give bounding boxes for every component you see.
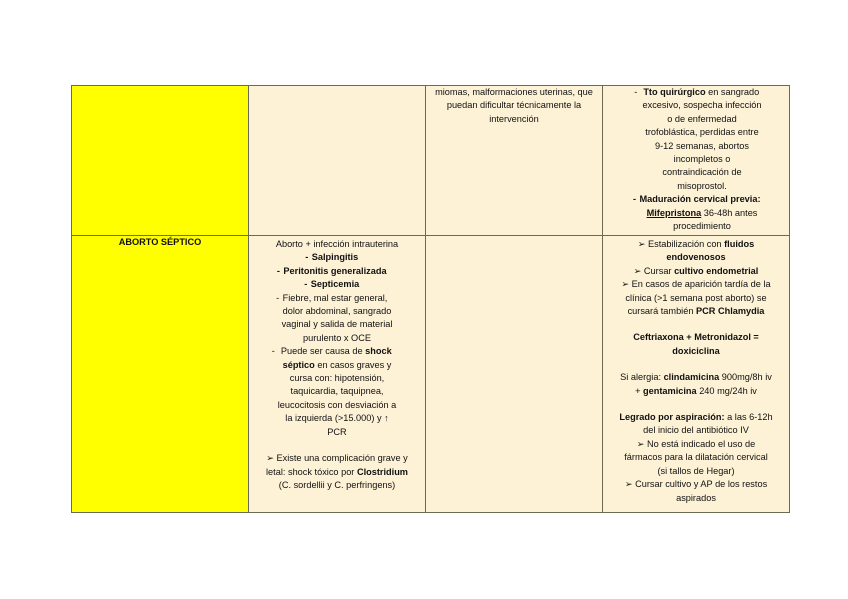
text-line: incompletos o (673, 154, 731, 165)
text: ➢ Cursar (633, 265, 672, 276)
text: ➢ Estabilización con (637, 239, 722, 249)
bold-text: séptico (282, 359, 315, 370)
text: en casos graves y (317, 359, 392, 370)
text-line: (si tallos de Hegar) (657, 465, 735, 476)
list-item: - Septicemia (253, 278, 421, 291)
text-line (607, 305, 785, 318)
text-line: taquicardia, taquipnea, (290, 386, 384, 397)
bold-text: clindamicina (663, 372, 720, 383)
text-line: cursa con: hipotensión, (289, 373, 385, 384)
text-line: dolor abdominal, sangrado (282, 306, 392, 317)
text-line: endovenosos (666, 252, 726, 263)
text-line: trofoblástica, perdidas entre (645, 127, 759, 138)
list-item: - Fiebre, mal estar general, (253, 292, 421, 305)
table-cell (249, 236, 426, 513)
list-item: - Peritonitis generalizada (253, 265, 421, 278)
text-line (607, 265, 785, 278)
text-line: vaginal y salida de material (281, 319, 393, 330)
text: en sangrado (708, 87, 760, 97)
text-line: Aborto + infección intrauterina (275, 239, 399, 249)
drug-name: Mifepristona (646, 207, 702, 218)
text-line: leucocitosis con desviación a (277, 399, 397, 410)
text-line: ➢ Existe una complicación grave y (266, 453, 408, 464)
text-line: ➢ No está indicado el uso de (636, 438, 756, 449)
bold-text: cultivo endometrial (674, 265, 759, 276)
bold-text: shock (365, 346, 392, 357)
text-line (253, 359, 421, 372)
text-line: contraindicación de (662, 167, 742, 178)
row-label: ABORTO SÉPTICO (118, 237, 202, 247)
text-line: o de enfermedad (667, 113, 737, 124)
spacer (607, 318, 785, 331)
text-line: la izquierda (>15.000) y ↑ (285, 413, 389, 424)
table-row (72, 86, 790, 236)
row-label-cell (72, 86, 249, 236)
text-line: Ceftriaxona + Metronidazol = (633, 332, 759, 343)
text: a las 6-12h (727, 412, 773, 423)
row-label-cell (72, 236, 249, 513)
text: 36-48h antes (703, 207, 758, 218)
text-line: (C. sordellii y C. perfringens) (278, 479, 396, 490)
list-item: - Maduración cervical previa: (619, 193, 785, 206)
text-line: procedimiento (673, 221, 731, 232)
bold-text: Clostridium (356, 466, 408, 477)
text: 240 mg/24h iv (699, 385, 757, 396)
table-cell (426, 236, 603, 513)
text-line (607, 371, 785, 384)
text-line: ➢ Cursar cultivo y AP de los restos (624, 479, 768, 490)
text-line: fármacos para la dilatación cervical (624, 452, 768, 463)
protocol-table (71, 85, 790, 513)
text-line: misoprostol. (677, 180, 727, 191)
text: Si alergia: (620, 372, 661, 383)
spacer (253, 439, 421, 452)
text-line: aspirados (676, 492, 716, 503)
contraindication-text: miomas, malformaciones uterinas, que puedan dificultar técnicamente la intervención (435, 87, 593, 124)
text: 900mg/8h iv (721, 372, 772, 383)
text-line: purulento x OCE (303, 332, 371, 343)
table-cell (426, 86, 603, 236)
text-line (607, 238, 785, 251)
table-cell (249, 86, 426, 236)
table-cell (603, 236, 790, 513)
text-line (619, 207, 785, 220)
text-line: 9-12 semanas, abortos (655, 140, 749, 151)
text-line: ➢ En casos de aparición tardía de la (621, 279, 771, 290)
list-item (619, 86, 785, 99)
table-cell (603, 86, 790, 236)
text: + (635, 385, 641, 396)
bold-text: gentamicina (643, 385, 697, 396)
text: Puede ser causa de (280, 346, 363, 357)
text: letal: shock tóxico por (266, 466, 355, 477)
list-item (253, 345, 421, 358)
text-line: PCR (327, 426, 347, 437)
spacer (607, 398, 785, 411)
text-line: excesivo, sospecha infección (642, 100, 762, 111)
text-line: doxiciclina (672, 345, 720, 356)
text-line (607, 411, 785, 424)
text-line: clínica (>1 semana post aborto) se (625, 292, 767, 303)
bold-text: fluidos (724, 239, 755, 249)
list-item: - Salpingitis (253, 251, 421, 264)
spacer (607, 358, 785, 371)
text-line: del inicio del antibiótico IV (643, 425, 749, 436)
bold-text: Tto quirúrgico (643, 87, 706, 97)
text-line (607, 385, 785, 398)
bold-text: Legrado por aspiración: (619, 412, 725, 423)
bold-text: PCR Chlamydia (696, 306, 765, 317)
text: cursará también (627, 306, 694, 317)
table-row (72, 236, 790, 513)
text-line (253, 466, 421, 479)
